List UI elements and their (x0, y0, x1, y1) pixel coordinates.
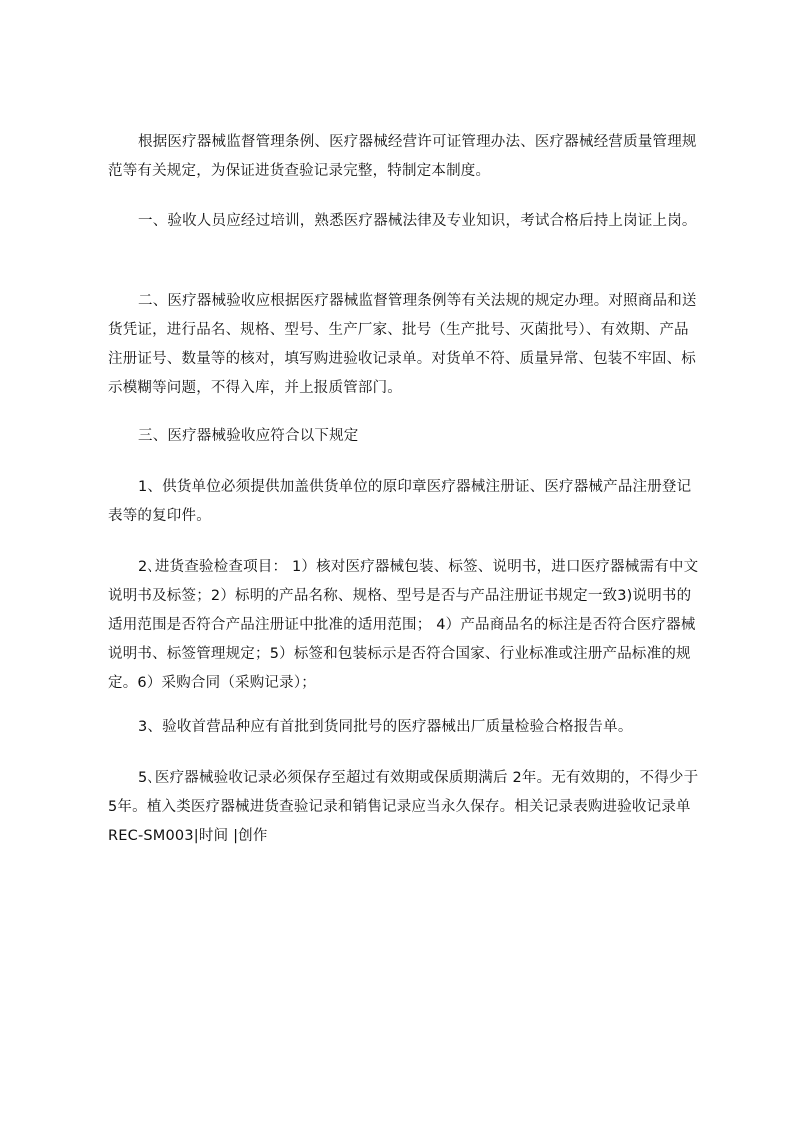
paragraph-section-3-heading: 三、医疗器械验收应符合以下规定 (138, 428, 359, 444)
paragraph-rule-1: 1、供货单位必须提供加盖供货单位的原印章医疗器械注册证、医疗器械产品注册登记表等的复印件。 (108, 479, 692, 524)
paragraph-section-1: 一、验收人员应经过培训，熟悉医疗器械法律及专业知识，考试合格后持上岗证上岗。 (138, 213, 697, 229)
paragraph-intro: 根据医疗器械监督管理条例、医疗器械经营许可证管理办法、医疗器械经营质量管理规范等有关规定，为保证进货查验记录完整，特制定本制度。 (108, 134, 697, 179)
paragraph-rule-5: 5､医疗器械验收记录必须保存至超过有效期或保质期满后 2年。无有效期的，不得少于5年。植入类医疗器械进货查验记录和销售记录应当永久保存。相关记录表购进验收记录单 REC-SM003|时间 |创作 (108, 770, 699, 844)
paragraph-rule-3: 3、验收首营品种应有首批到货同批号的医疗器械出厂质量检验合格报告单。 (138, 719, 633, 735)
paragraph-rule-2: 2､进货查验检查项目： 1）核对医疗器械包装、标签、说明书，进口医疗器械需有中文说明书及标签；2）标明的产品名称、规格、型号是否与产品注册证书规定一致3)说明书的适用范围是否符合产品注册证中批准的适用范围； 4）产品商品名的标注是否符合医疗器械说明书、标签管理规定；5）标签和包装标示是否符合国家、行业标准或注册产品标准的规定。6）采购合同（采购记录）； (108, 559, 699, 691)
paragraph-section-2: 二、医疗器械验收应根据医疗器械监督管理条例等有关法规的规定办理。对照商品和送货凭证，进行品名、规格、型号、生产厂家、批号（生产批号、灭菌批号）、有效期、产品注册证号、数量等的核对，填写购进验收记录单。对货单不符、质量异常、包装不牢固、标示模糊等问题，不得入库，并上报质管部门。 (108, 293, 697, 396)
